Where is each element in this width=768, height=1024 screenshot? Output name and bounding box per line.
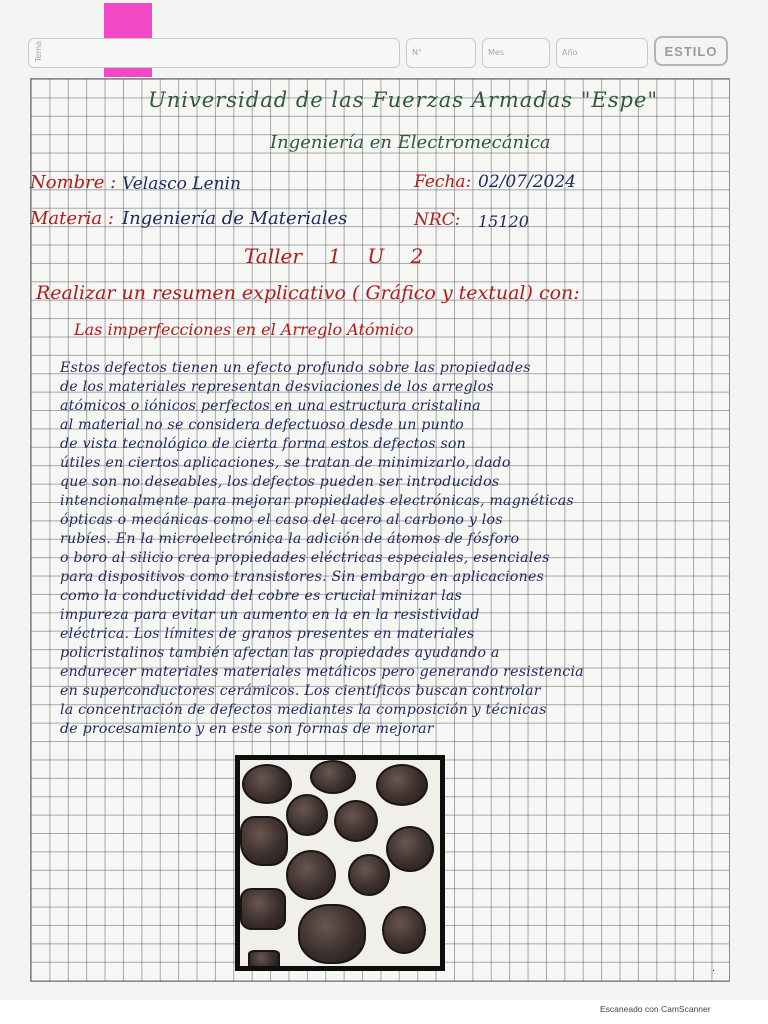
summary-line: endurecer materiales materiales metálicos pero generando resistencia — [60, 664, 584, 680]
name-label: Nombre : — [30, 172, 117, 193]
date-value: 02/07/2024 — [478, 172, 576, 192]
university-title: Universidad de las Fuerzas Armadas "Espe" — [148, 88, 659, 112]
subject-value: Ingeniería de Materiales — [122, 208, 348, 229]
grain-10 — [240, 888, 286, 930]
summary-line: o boro al silicio crea propiedades eléctricas especiales, esenciales — [60, 550, 550, 566]
task-topic: Las imperfecciones en el Arreglo Atómico — [74, 320, 414, 339]
header-label-number: N° — [412, 48, 422, 57]
nrc-value: 15120 — [478, 212, 529, 231]
grain-6 — [240, 816, 288, 866]
header-label-tema: Tema — [34, 40, 43, 62]
summary-line: eléctrica. Los límites de granos presentes en materiales — [60, 626, 475, 642]
summary-line: intencionalmente para mejorar propiedades electrónicas, magnéticas — [60, 493, 574, 509]
summary-line: ópticas o mecánicas como el caso del acero al carbono y los — [60, 512, 503, 528]
task-instruction: Realizar un resumen explicativo ( Gráfico y textual) con: — [36, 282, 580, 304]
summary-line: policristalinos también afectan las propiedades ayudando a — [60, 645, 500, 661]
scanner-watermark: Escaneado con CamScanner — [600, 1004, 711, 1014]
notebook-brand-logo: ESTILO — [654, 36, 728, 66]
summary-line: al material no se considera defectuoso desde un punto — [60, 417, 464, 433]
summary-line: para dispositivos como transistores. Sin embargo en aplicaciones — [60, 569, 545, 585]
grain-2 — [310, 760, 356, 794]
notebook-header — [28, 30, 728, 70]
summary-line: que son no deseables, los defectos pueden ser introducidos — [60, 474, 500, 490]
grain-9 — [348, 854, 390, 896]
micrograph-photo — [240, 760, 440, 966]
summary-line: la concentración de defectos mediantes la composición y técnicas — [60, 702, 547, 718]
summary-line: de vista tecnológico de cierta forma estos defectos son — [60, 436, 466, 452]
name-value: Velasco Lenin — [122, 174, 241, 194]
summary-line: Estos defectos tienen un efecto profundo sobre las propiedades — [60, 360, 531, 376]
grain-4 — [286, 794, 328, 836]
header-field-tema — [28, 38, 400, 68]
header-label-month: Mes — [488, 48, 504, 57]
grain-11 — [298, 904, 366, 964]
summary-line: de procesamiento y en este son formas de mejorar — [60, 721, 434, 737]
summary-line: atómicos o iónicos perfectos en una estructura cristalina — [60, 398, 481, 414]
grain-micrograph-image — [235, 755, 445, 971]
grain-12 — [382, 906, 426, 954]
summary-line: rubíes. En la microelectrónica la adición de átomos de fósforo — [60, 531, 520, 547]
summary-line: como la conductividad del cobre es crucial minizar las — [60, 588, 463, 604]
grain-7 — [386, 826, 434, 872]
summary-line: en superconductores cerámicos. Los científicos buscan controlar — [60, 683, 541, 699]
grain-3 — [376, 764, 428, 806]
grain-5 — [334, 800, 378, 842]
nrc-label: NRC: — [414, 210, 461, 230]
date-label: Fecha: — [414, 172, 472, 192]
grain-13 — [248, 950, 280, 966]
summary-line: impureza para evitar un aumento en la en la resistividad — [60, 607, 480, 623]
workshop-title: Taller 1 U 2 — [244, 244, 424, 268]
summary-line: útiles en ciertos aplicaciones, se tratan de minimizarlo, dado — [60, 455, 511, 471]
grain-8 — [286, 850, 336, 900]
header-label-year: Año — [562, 48, 578, 57]
grain-1 — [242, 764, 292, 804]
career-title: Ingeniería en Electromecánica — [270, 132, 551, 153]
page-mark: . — [712, 963, 716, 974]
subject-label: Materia : — [30, 208, 114, 229]
summary-line: de los materiales representan desviaciones de los arreglos — [60, 379, 494, 395]
